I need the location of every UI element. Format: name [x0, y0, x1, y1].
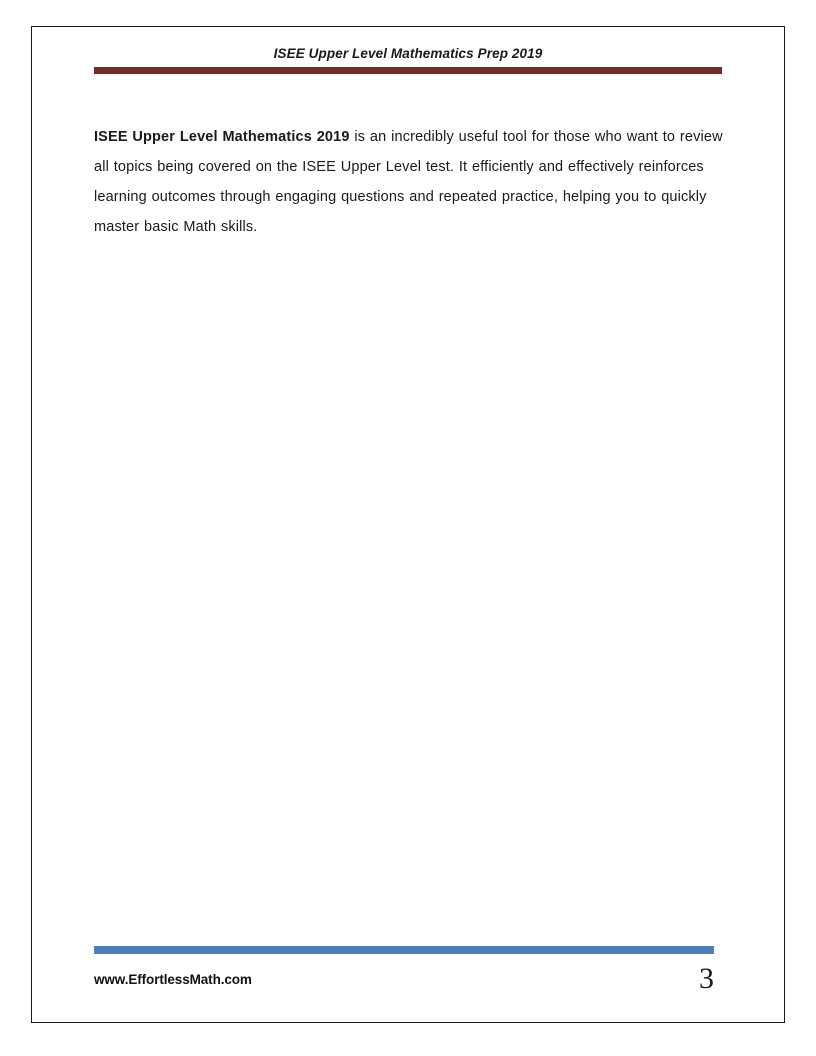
body-paragraph: [94, 122, 724, 242]
body-lead-text: ISEE Upper Level Mathematics 2019: [94, 129, 350, 145]
header-rule: [94, 67, 722, 74]
footer-row: [94, 962, 722, 998]
page-footer: [94, 946, 722, 998]
header-title: ISEE Upper Level Mathematics Prep 2019: [273, 46, 543, 61]
page-header: [94, 45, 722, 74]
footer-website[interactable]: www.EffortlessMath.com: [94, 972, 252, 987]
body-paragraph-text: is an incredibly useful tool for those who want to review all topics being covered on the ISEE Upper Level test. It efficiently and effectively reinforces learning outcomes through engaging questions and repeated practice, helping you to quickly master basic Math skills.: [94, 129, 723, 235]
footer-rule: [94, 946, 714, 954]
footer-page-number: 3: [699, 962, 714, 995]
